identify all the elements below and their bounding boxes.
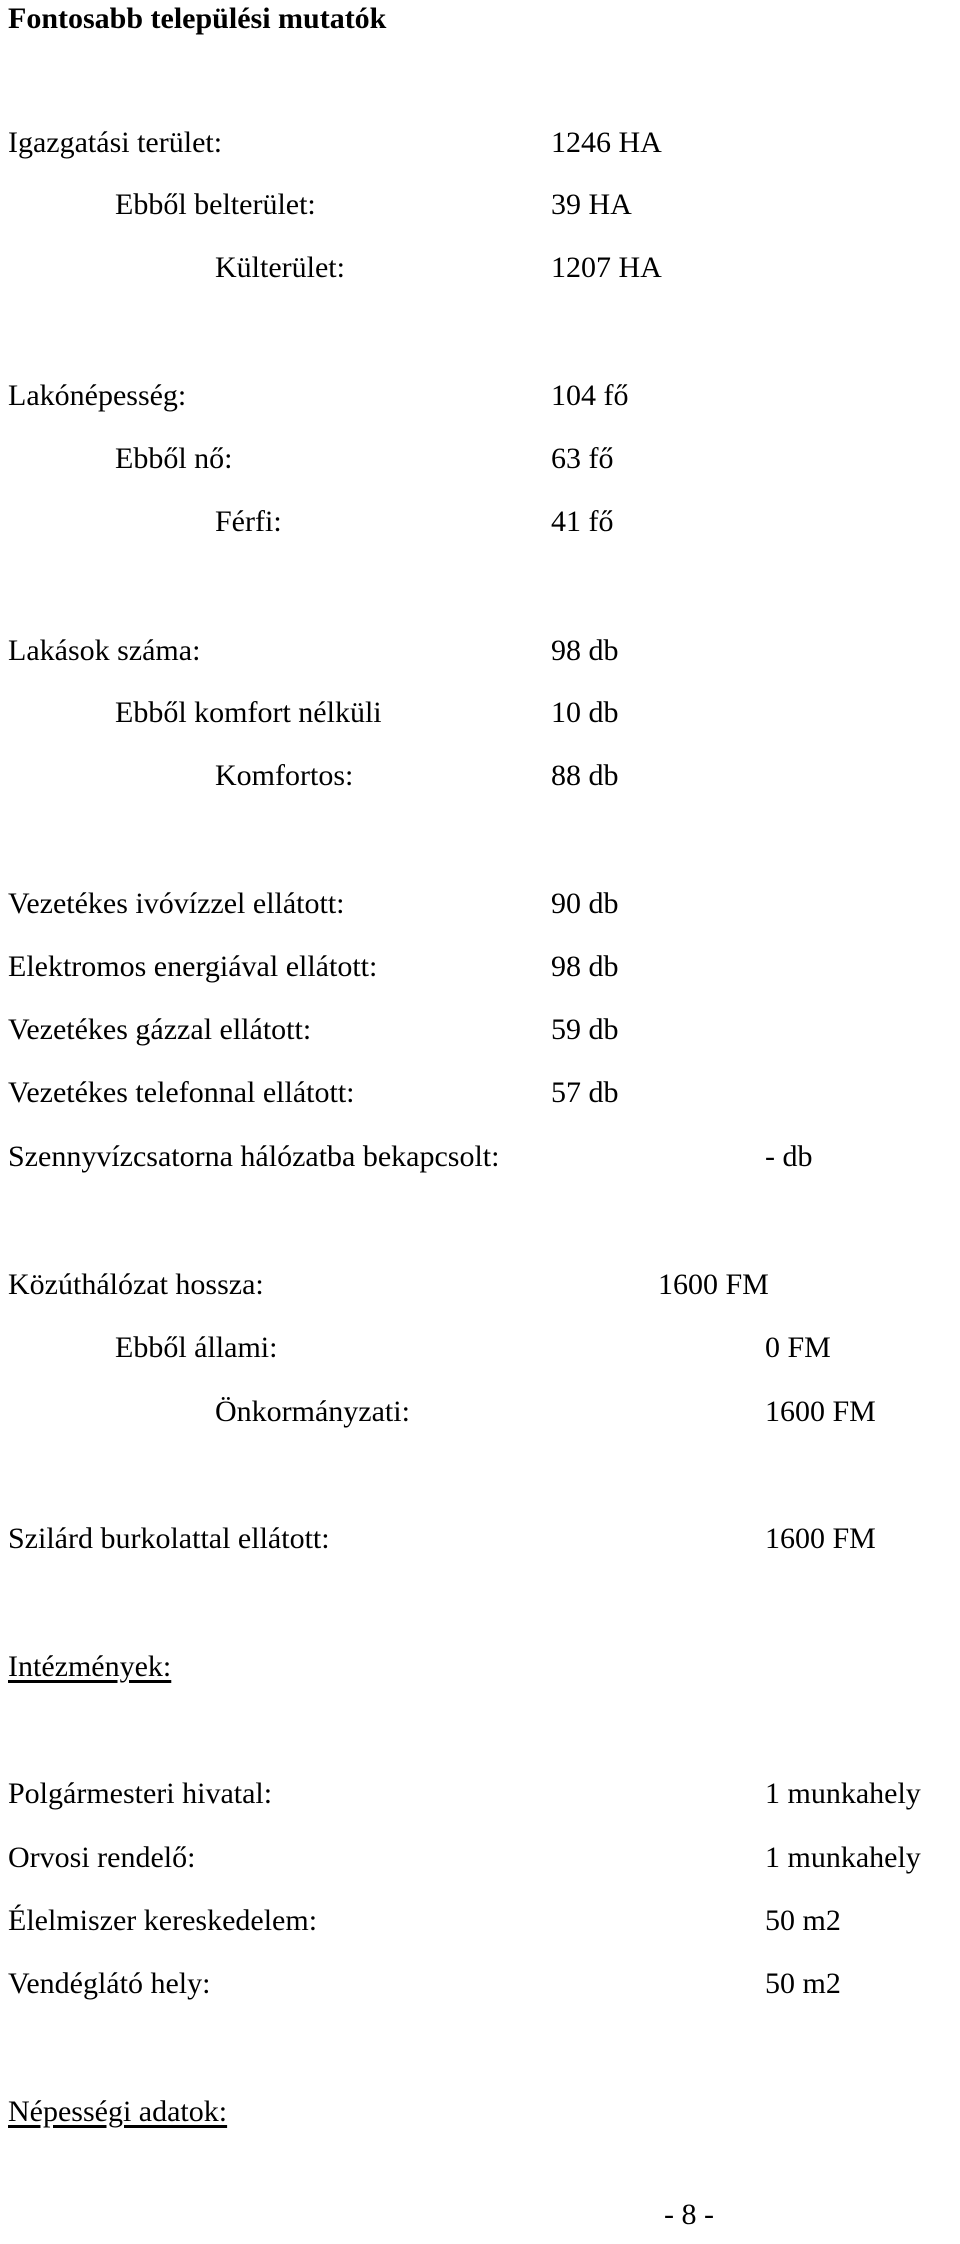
szennyviz-value: - db [765, 1140, 813, 1173]
komfort-nelkuli-label: Ebből komfort nélküli [115, 696, 382, 729]
elelmiszer-label: Élelmiszer kereskedelem: [8, 1904, 318, 1937]
komfort-nelkuli-value: 10 db [551, 696, 619, 729]
burkolat-label: Szilárd burkolattal ellátott: [8, 1522, 330, 1555]
energia-label: Elektromos energiával ellátott: [8, 950, 378, 983]
intezmenyek-heading: Intézmények: [8, 1650, 172, 1683]
burkolat-value: 1600 FM [765, 1522, 876, 1555]
ivoviz-label: Vezetékes ivóvízzel ellátott: [8, 887, 345, 920]
belterulet-value: 39 HA [551, 188, 632, 221]
no-label: Ebből nő: [115, 442, 233, 475]
no-value: 63 fő [551, 442, 614, 475]
energia-value: 98 db [551, 950, 619, 983]
telefon-label: Vezetékes telefonnal ellátott: [8, 1076, 355, 1109]
vendeglato-value: 50 m2 [765, 1967, 841, 2000]
ferfi-label: Férfi: [215, 505, 282, 538]
szennyviz-label: Szennyvízcsatorna hálózatba bekapcsolt: [8, 1140, 500, 1173]
lakonepesseg-label: Lakónépesség: [8, 379, 187, 412]
vendeglato-label: Vendéglátó hely: [8, 1967, 211, 2000]
ivoviz-value: 90 db [551, 887, 619, 920]
kozut-hossza-label: Közúthálózat hossza: [8, 1268, 264, 1301]
allami-value: 0 FM [765, 1331, 831, 1364]
igazgatasi-terulet-label: Igazgatási terület: [8, 126, 223, 159]
onkormanyzati-label: Önkormányzati: [215, 1395, 410, 1428]
page-number: - 8 - [664, 2198, 714, 2231]
orvosi-value: 1 munkahely [765, 1841, 921, 1874]
komfortos-label: Komfortos: [215, 759, 354, 792]
polgarmesteri-value: 1 munkahely [765, 1777, 921, 1810]
lakonepesseg-value: 104 fő [551, 379, 629, 412]
gaz-label: Vezetékes gázzal ellátott: [8, 1013, 312, 1046]
allami-label: Ebből állami: [115, 1331, 278, 1364]
kulterulet-label: Külterület: [215, 251, 345, 284]
onkormanyzati-value: 1600 FM [765, 1395, 876, 1428]
komfortos-value: 88 db [551, 759, 619, 792]
nepessegi-adatok-heading: Népességi adatok: [8, 2095, 228, 2128]
page-title: Fontosabb települési mutatók [8, 2, 387, 35]
lakasok-szama-value: 98 db [551, 634, 619, 667]
kulterulet-value: 1207 HA [551, 251, 662, 284]
telefon-value: 57 db [551, 1076, 619, 1109]
gaz-value: 59 db [551, 1013, 619, 1046]
lakasok-szama-label: Lakások száma: [8, 634, 201, 667]
igazgatasi-terulet-value: 1246 HA [551, 126, 662, 159]
elelmiszer-value: 50 m2 [765, 1904, 841, 1937]
polgarmesteri-label: Polgármesteri hivatal: [8, 1777, 273, 1810]
ferfi-value: 41 fő [551, 505, 614, 538]
kozut-hossza-value: 1600 FM [658, 1268, 769, 1301]
belterulet-label: Ebből belterület: [115, 188, 316, 221]
orvosi-label: Orvosi rendelő: [8, 1841, 196, 1874]
